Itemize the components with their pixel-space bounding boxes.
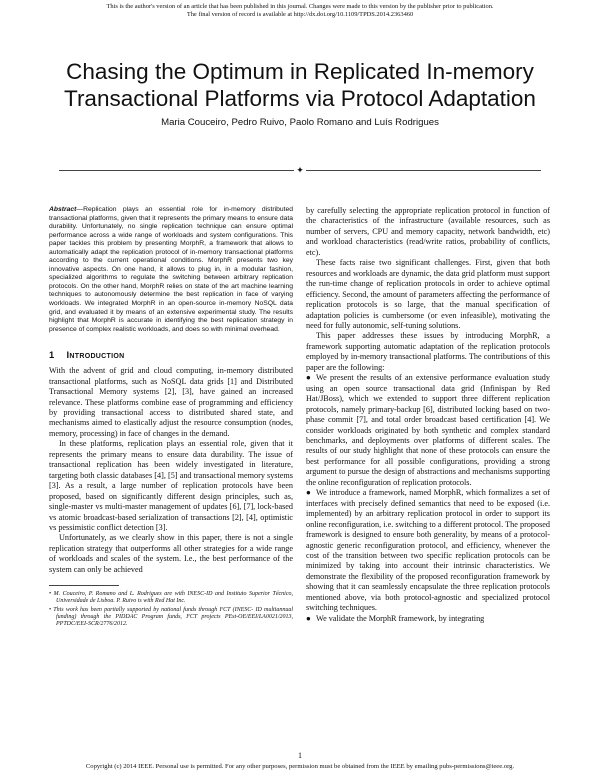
separator-diamond-icon: ✦ xyxy=(294,164,306,176)
abstract xyxy=(49,206,293,334)
right-paragraph-1: by carefully selecting the appropriate replication protocol in function of the characteristics of the infrastructure (available resources, such as number of servers, CPU and memory capacity, network bandwidth, etc) and workload characteristics (read/write ratios, probability of conflicts, etc). xyxy=(306,206,550,257)
bullet-icon: ● xyxy=(306,613,311,623)
left-column xyxy=(49,206,293,629)
notice-line-2 xyxy=(0,11,600,19)
copyright-notice: Copyright (c) 2014 IEEE. Personal use is permitted. For any other purposes, permission must be obtained from the IEEE by emailing pubs-permissions@ieee.org. xyxy=(85,763,515,770)
title-line-1: Chasing the Optimum in Replicated In-memory xyxy=(66,59,534,84)
list-item xyxy=(306,373,550,488)
notice-line-1: This is the author's version of an article that has been published in this journal. Changes were made to this version by the publisher prior to publication. xyxy=(106,3,494,10)
bullet-icon: ● xyxy=(306,488,311,498)
contribution-2: We introduce a framework, named MorphR, which formalizes a set of interfaces with precisely defined semantics that need to be exposed (i.e. implemented) by an arbitrary replication protocol in order to support its online reconfiguration, i.e. switching to a different protocol. The proposed framework is designed to ensure both generality, by means of a protocol-agnostic generic reconfiguration protocol, and efficiency, whenever the cost of the transition between two specific replication protocols can be minimized by taking into account their intrinsic characteristics. We demonstrate the flexibility of the proposed reconfiguration framework by showing that it can seamlessly encapsulate the three replication protocols mentioned above, via both protocol-agnostic and specialized protocol switching techniques. xyxy=(306,488,550,613)
title-line-2: Transactional Platforms via Protocol Adaptation xyxy=(64,86,536,111)
intro-paragraph-3: Unfortunately, as we clearly show in this paper, there is not a single replication strategy that outperforms all other strategies for a wide range of workloads and scales of the system. I.e., the best performance of the system can only be achieved xyxy=(49,533,293,574)
contribution-1: We present the results of an extensive performance evaluation study using an open source transactional data grid (Infinispan by Red Hat/JBoss), which we extended to support three different replication protocols, namely primary-backup [6], distributed locking based on two-phase commit [7], and total order broadcast based certification [4]. We consider workloads originated by both synthetic and complex standard benchmarks, and deployments over platforms of different scales. The results of our study highlight that none of these protocols can ensure the best performance for all possible configurations, providing a strong argument to pursue the design of abstractions and mechanisms supporting the online reconfiguration of replication protocols. xyxy=(306,373,550,487)
section-title: Introduction xyxy=(66,349,125,361)
publication-notice xyxy=(0,3,600,19)
footnote-affiliations: • M. Couceiro, P. Romano and L. Rodrigues are with INESC-ID and Instituto Superior Técnico, Universidade de Lisboa. P. Ruivo is with Red Hat Inc. xyxy=(49,591,293,605)
right-paragraph-3: This paper addresses these issues by introducing MorphR, a framework supporting automatic adaptation of the replication protocols employed by in-memory transactional platforms. The contributions of this paper are the following: xyxy=(306,331,550,372)
abstract-text: —Replication plays an essential role for in-memory distributed transactional platforms, given that it represents the primary means to ensure data durability. Unfortunately, no single replication technique can ensure optimal performance across a wide range of workloads and system configurations. This paper tackles this problem by presenting MorphR, a framework that allows to automatically adapt the replication protocol of in-memory transactional platforms according to the current operational conditions. MorphR presents two key innovative aspects. On one hand, it allows to plug in, in a modular fashion, specialized algorithms to regulate the switching between arbitrary replication protocols. On the other hand, MorphR relies on state of the art machine learning techniques to autonomously determine the best replication in face of varying workloads. We integrated MorphR in an open-source in-memory NoSQL data grid, and evaluated it by means of an extensive experimental study. The results highlight that MorphR is accurate in identifying the best replication strategy in presence of complex realistic workloads, and does so with minimal overhead. xyxy=(49,206,293,333)
right-column xyxy=(306,206,550,624)
section-number: 1 xyxy=(49,349,55,361)
doi-link[interactable]: http://dx.doi.org/10.1109/TPDS.2014.2363460 xyxy=(293,11,414,18)
bullet-icon: ● xyxy=(306,373,311,383)
right-paragraph-2: These facts raise two significant challenges. First, given that both resources and workloads are dynamic, the data grid platform must support the run-time change of replication protocols in order to achieve optimal efficiency. Second, the amount of parameters affecting the performance of replication protocols is so large, that the manual specification of adaptation policies is cumbersome (or even infeasible), motivating the need for fully autonomic, self-tuning solutions. xyxy=(306,258,550,330)
footnote-rule xyxy=(49,585,119,586)
contributions-list xyxy=(306,373,550,624)
section-heading-introduction xyxy=(49,349,293,360)
footnote-funding: • This work has been partially supported by national funds through FCT (INESC- ID multiannual funding) through the PIDDAC Program funds, FCT projects PEst-OE/EEI/LA0021/2013, PPTDC/EEI-SCR/2776/2012. xyxy=(49,606,293,628)
list-item xyxy=(306,488,550,613)
list-item xyxy=(306,614,550,624)
page-number: 1 xyxy=(298,751,302,760)
notice-prefix: The final version of record is available at xyxy=(186,11,293,18)
paper-title xyxy=(0,58,600,112)
contribution-3: We validate the MorphR framework, by integrating xyxy=(316,613,485,623)
intro-paragraph-1: With the advent of grid and cloud computing, in-memory distributed transactional platforms, such as NoSQL data grids [1] and Distributed Transactional Memory systems [2], [3], have gained an increased relevance. These platforms combine ease of programming and efficiency by providing transactional access to distributed shared state, and mechanisms aimed to elastically adjust the resource consumption (nodes, memory, processing) in face of changes in the demand. xyxy=(49,366,293,438)
intro-paragraph-2: In these platforms, replication plays an essential role, given that it represents the primary means to ensure data durability. The issue of transactional replication has been widely investigated in literature, targeting both classic databases [4], [5] and transactional memory systems [3]. As a result, a large number of replication protocols have been proposed, based on significantly different design principles, such as, single-master vs multi-master management of updates [6], [7], lock-based vs atomic broadcast-based serialization of transactions [2], [4], optimistic vs pessimistic conflict detection [3]. xyxy=(49,439,293,532)
abstract-label: Abstract xyxy=(49,206,77,213)
author-list: Maria Couceiro, Pedro Ruivo, Paolo Romano and Luís Rodrigues xyxy=(161,117,439,128)
